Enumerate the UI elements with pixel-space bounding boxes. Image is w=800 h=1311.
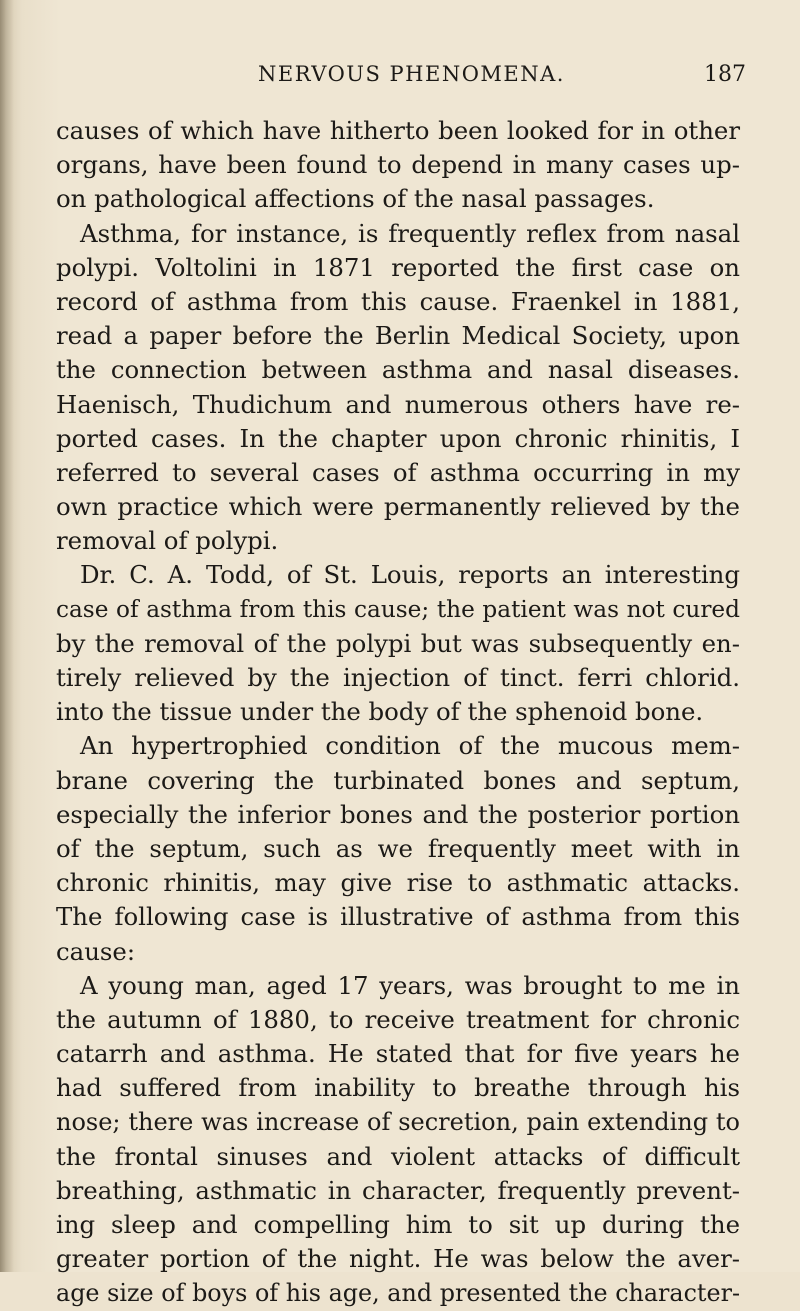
text-line: on pathological affections of the nasal passages. bbox=[56, 184, 655, 214]
text-line: Asthma, for instance, is frequently reflex from nasal bbox=[80, 218, 740, 248]
text-line: The following case is illustrative of asthma from this bbox=[56, 902, 740, 932]
text-line: Haenisch, Thudichum and numerous others have re- bbox=[56, 389, 740, 419]
text-line: greater portion of the night. He was below the aver- bbox=[56, 1244, 740, 1274]
text-line: by the removal of the polypi but was subsequently en- bbox=[56, 628, 740, 658]
text-line: the autumn of 1880, to receive treatment for chronic bbox=[56, 1004, 740, 1034]
running-head bbox=[232, 62, 746, 92]
text-line: causes of which have hitherto been looked for in other bbox=[56, 116, 740, 145]
text-line: brane covering the turbinated bones and septum, bbox=[56, 765, 740, 795]
text-line: organs, have been found to depend in many cases up- bbox=[56, 150, 740, 180]
text-line: Dr. C. A. Todd, of St. Louis, reports an interesting bbox=[80, 560, 740, 590]
text-line: tirely relieved by the injection of tinct. ferri chlorid. bbox=[56, 663, 740, 692]
body-text bbox=[56, 114, 740, 1311]
text-line: record of asthma from this cause. Fraenkel in 1881, bbox=[56, 286, 740, 316]
text-line: had suffered from inability to breathe through his bbox=[56, 1073, 740, 1103]
text-line: own practice which were permanently relieved by the bbox=[56, 492, 740, 522]
text-line: ported cases. In the chapter upon chronic rhinitis, I bbox=[56, 423, 740, 453]
text-line: removal of polypi. bbox=[56, 526, 279, 556]
gutter-shadow bbox=[0, 0, 14, 1272]
text-line: age size of boys of his age, and presented the character- bbox=[56, 1279, 740, 1308]
text-line: A young man, aged 17 years, was brought to me in bbox=[80, 970, 740, 1000]
text-line: nose; there was increase of secretion, pain extending to bbox=[56, 1108, 740, 1137]
text-line: the connection between asthma and nasal diseases. bbox=[56, 355, 740, 385]
running-title: NERVOUS PHENOMENA. bbox=[258, 62, 565, 86]
text-line: ing sleep and compelling him to sit up during the bbox=[56, 1210, 740, 1239]
text-line: referred to several cases of asthma occurring in my bbox=[56, 457, 740, 487]
text-line: polypi. Voltolini in 1871 reported the first case on bbox=[56, 252, 740, 282]
text-line: of the septum, such as we frequently meet with in bbox=[56, 833, 740, 863]
text-line: especially the inferior bones and the posterior portion bbox=[56, 799, 740, 829]
text-line: into the tissue under the body of the sphenoid bone. bbox=[56, 697, 704, 727]
text-line: read a paper before the Berlin Medical Society, upon bbox=[56, 321, 740, 351]
text-line: An hypertrophied condition of the mucous mem- bbox=[80, 731, 740, 761]
text-line: catarrh and asthma. He stated that for five years he bbox=[56, 1039, 740, 1069]
text-line: breathing, asthmatic in character, frequently prevent- bbox=[56, 1175, 740, 1205]
text-line: chronic rhinitis, may give rise to asthmatic attacks. bbox=[56, 868, 740, 898]
text-line: case of asthma from this cause; the patient was not cured bbox=[56, 595, 740, 623]
text-line: the frontal sinuses and violent attacks of difficult bbox=[56, 1141, 740, 1171]
page-number: 187 bbox=[704, 62, 746, 87]
text-line: cause: bbox=[56, 936, 136, 966]
